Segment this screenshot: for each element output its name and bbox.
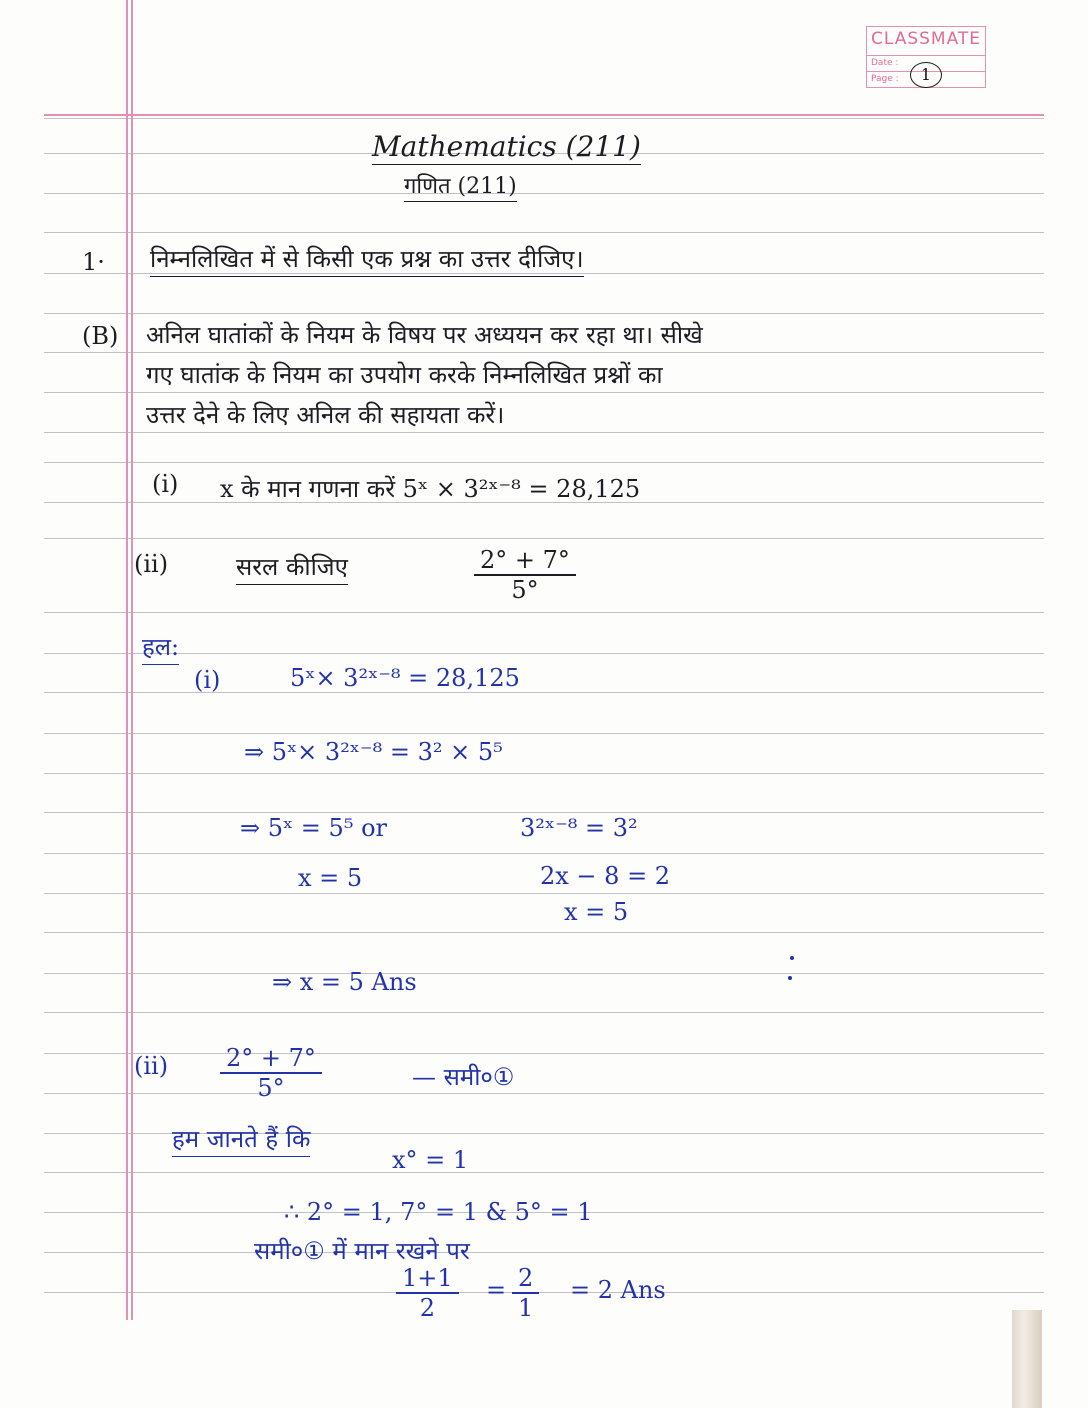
ruled-line bbox=[44, 1292, 1044, 1293]
ruled-line bbox=[44, 193, 1044, 194]
fraction-denominator: 1 bbox=[518, 1294, 534, 1322]
ruled-line bbox=[44, 1093, 1044, 1094]
solution-step-5-right: x = 5 bbox=[564, 898, 629, 926]
final-fraction bbox=[396, 1264, 459, 1322]
solution-equation-tag: — समी०① bbox=[412, 1063, 515, 1091]
ruled-line bbox=[44, 893, 1044, 894]
subquestion-ii-label: (ii) bbox=[134, 550, 169, 578]
solution-step-3-left: ⇒ 5ˣ = 5⁵ or bbox=[240, 814, 387, 842]
fraction-numerator: 1+1 bbox=[396, 1264, 459, 1294]
part-text-line-1: अनिल घातांकों के नियम के विषय पर अध्ययन कर रहा था। सीखे bbox=[146, 321, 703, 349]
fraction-denominator: 5° bbox=[511, 576, 539, 604]
ruled-line bbox=[44, 853, 1044, 854]
page-subtitle: गणित (211) bbox=[404, 170, 517, 202]
date-label: Date : bbox=[871, 58, 899, 68]
ruled-line bbox=[44, 812, 1044, 813]
solution-step-3-right: 3²ˣ⁻⁸ = 3² bbox=[520, 814, 638, 842]
ruled-line bbox=[44, 1053, 1044, 1054]
ruled-line bbox=[44, 653, 1044, 654]
solution-answer-1: ⇒ x = 5 Ans bbox=[272, 968, 417, 996]
ruled-line bbox=[44, 232, 1044, 233]
ruled-line bbox=[44, 1252, 1044, 1253]
fraction-denominator: 2 bbox=[419, 1294, 435, 1322]
page-number: 1 bbox=[910, 62, 942, 88]
ruled-line bbox=[44, 118, 1044, 119]
solution-i-label: (i) bbox=[194, 666, 221, 694]
solution-known-text: हम जानते हैं कि bbox=[172, 1122, 310, 1157]
fraction-numerator: 2 bbox=[512, 1264, 539, 1294]
solution-identity: x° = 1 bbox=[392, 1146, 469, 1174]
subquestion-i-text: x के मान गणना करें 5ˣ × 3²ˣ⁻⁸ = 28,125 bbox=[220, 475, 641, 503]
ruled-line bbox=[44, 1012, 1044, 1013]
margin-line bbox=[126, 0, 128, 1320]
solution-step-1: 5ˣ× 3²ˣ⁻⁸ = 28,125 bbox=[290, 664, 520, 692]
page-edge-shadow bbox=[1012, 1310, 1042, 1408]
solution-substitute: समी०① में मान रखने पर bbox=[254, 1237, 470, 1265]
brand-logo: CLASSMATE bbox=[870, 29, 982, 49]
solution-ii-fraction bbox=[220, 1044, 322, 1102]
header-rule bbox=[44, 114, 1044, 116]
ink-dot bbox=[790, 956, 794, 960]
solution-step-4-left: x = 5 bbox=[298, 864, 363, 892]
page-label: Page : bbox=[871, 74, 899, 84]
subquestion-i-label: (i) bbox=[152, 470, 179, 498]
ruled-line bbox=[44, 432, 1044, 433]
ruled-line bbox=[44, 313, 1044, 314]
fraction-numerator: 2° + 7° bbox=[220, 1044, 322, 1074]
ruled-line bbox=[44, 733, 1044, 734]
solution-heading: हल: bbox=[142, 630, 179, 665]
subquestion-ii-text: सरल कीजिए bbox=[236, 550, 348, 585]
question-number: 1· bbox=[82, 248, 105, 276]
ruled-line bbox=[44, 352, 1044, 353]
part-text-line-3: उत्तर देने के लिए अनिल की सहायता करें। bbox=[146, 401, 505, 429]
solution-step-4-right: 2x − 8 = 2 bbox=[540, 862, 671, 890]
question-instruction: निम्नलिखित में से किसी एक प्रश्न का उत्तर दीजिए। bbox=[150, 242, 584, 277]
ruled-line bbox=[44, 392, 1044, 393]
part-text-line-2: गए घातांक के नियम का उपयोग करके निम्नलिखित प्रश्नों का bbox=[146, 361, 663, 389]
subquestion-ii-fraction bbox=[474, 546, 576, 604]
page-title: Mathematics (211) bbox=[372, 130, 641, 163]
solution-therefore: ∴ 2° = 1, 7° = 1 & 5° = 1 bbox=[284, 1198, 593, 1226]
fraction-denominator: 5° bbox=[257, 1074, 285, 1102]
solution-ii-label: (ii) bbox=[134, 1052, 169, 1080]
fraction-numerator: 2° + 7° bbox=[474, 546, 576, 576]
margin-line bbox=[131, 0, 133, 1320]
solution-step-2: ⇒ 5ˣ× 3²ˣ⁻⁸ = 3² × 5⁵ bbox=[244, 738, 503, 766]
ruled-line bbox=[44, 538, 1044, 539]
ruled-line bbox=[44, 973, 1044, 974]
final-fraction-2 bbox=[512, 1264, 539, 1322]
ruled-line bbox=[44, 773, 1044, 774]
ruled-line bbox=[44, 462, 1044, 463]
ruled-line bbox=[44, 612, 1044, 613]
ink-dot bbox=[788, 976, 792, 980]
part-label: (B) bbox=[82, 322, 119, 350]
brand-divider bbox=[867, 55, 985, 56]
final-equals: = bbox=[486, 1276, 507, 1304]
ruled-line bbox=[44, 1172, 1044, 1173]
ruled-line bbox=[44, 932, 1044, 933]
final-result: = 2 Ans bbox=[570, 1276, 666, 1304]
